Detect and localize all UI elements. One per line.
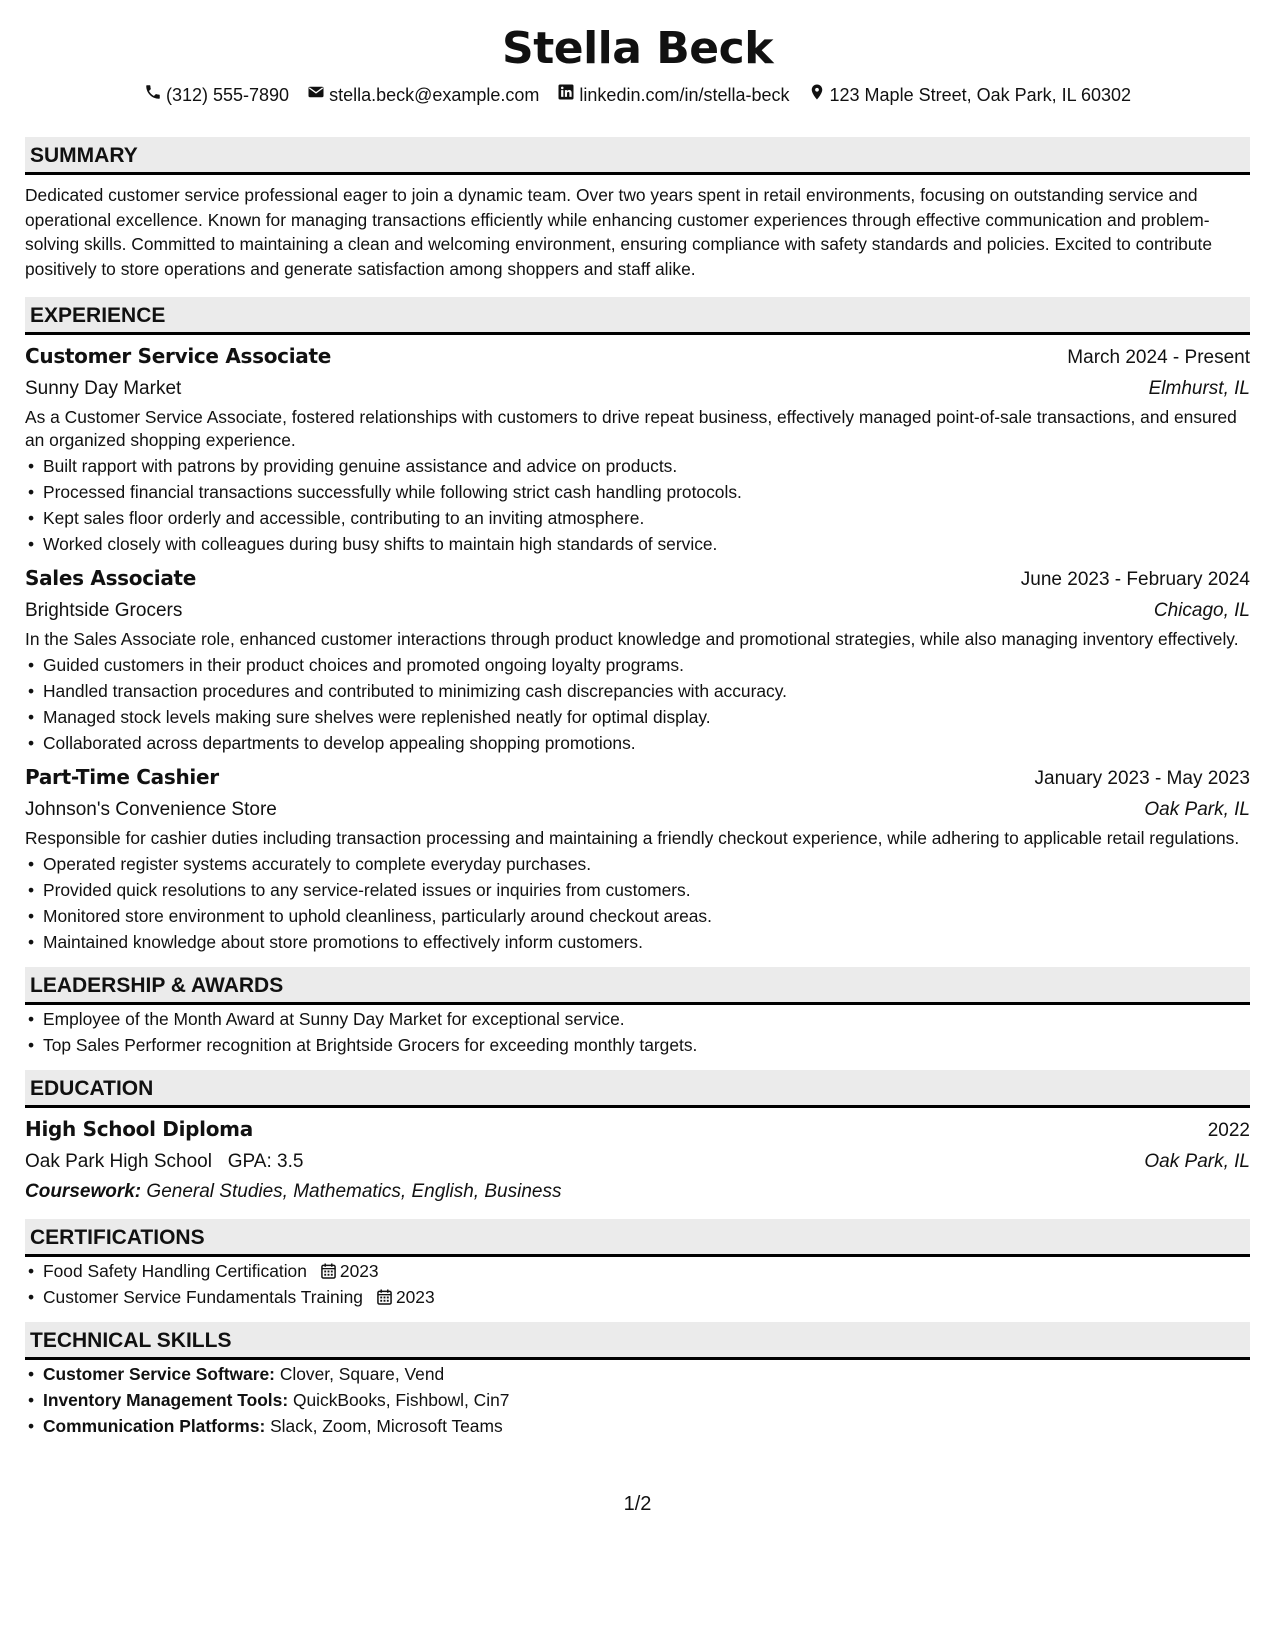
- job-title: Part-Time Cashier: [25, 765, 219, 789]
- contact-bar: [25, 83, 1250, 107]
- summary-text: Dedicated customer service professional eager to join a dynamic team. Over two years spent in retail environments, focusing on outstanding service and operational excellence. Known for managing transactions efficiently while enhancing customer experiences through effective communication and problem-solving skills. Committed to maintaining a clean and welcoming environment, ensuring compliance with safety standards and policies. Excited to contribute positively to store operations and generate satisfaction among shoppers and staff alike.: [25, 185, 1213, 279]
- list-item: • Guided customers in their product choices and promoted ongoing loyalty programs.: [25, 652, 1250, 678]
- job-bullets: [25, 851, 1250, 955]
- phone-text: (312) 555-7890: [165, 85, 290, 105]
- list-item: [25, 1284, 1250, 1310]
- certification-year: 2023: [395, 1287, 435, 1307]
- job-bullets: [25, 453, 1250, 557]
- skill-category: Communication Platforms:: [43, 1416, 266, 1436]
- list-item: • Kept sales floor orderly and accessible, contributing to an inviting atmosphere.: [25, 505, 1250, 531]
- job-title: Customer Service Associate: [25, 344, 332, 368]
- map-pin-icon: [808, 83, 826, 107]
- school-line: [25, 1146, 303, 1177]
- calendar-icon: [321, 1263, 336, 1279]
- list-item: • Provided quick resolutions to any service-related issues or inquiries from customers.: [25, 877, 1250, 903]
- list-item: • Built rapport with patrons by providing genuine assistance and advice on products.: [25, 453, 1250, 479]
- job-company: Johnson's Convenience Store: [25, 799, 277, 820]
- address-text: 123 Maple Street, Oak Park, IL 60302: [829, 85, 1132, 105]
- job-entry: [25, 762, 1250, 955]
- resume-page: [25, 0, 1250, 1439]
- job-location: Elmhurst, IL: [1148, 378, 1250, 399]
- email-text: stella.beck@example.com: [329, 85, 540, 105]
- certifications-list: [25, 1258, 1250, 1310]
- list-item: • Top Sales Performer recognition at Brightside Grocers for exceeding monthly targets.: [25, 1032, 1250, 1058]
- section-heading-skills: TECHNICAL SKILLS: [25, 1322, 1250, 1360]
- coursework: [25, 1177, 1250, 1207]
- contact-address: [808, 83, 1132, 107]
- job-dates: January 2023 - May 2023: [1034, 768, 1250, 789]
- list-item: • Employee of the Month Award at Sunny Day Market for exceptional service.: [25, 1006, 1250, 1032]
- job-description: Responsible for cashier duties including transaction processing and maintaining a friendly checkout experience, while adhering to applicable retail regulations.: [25, 828, 1240, 848]
- list-item: [25, 1413, 1250, 1439]
- job-company: Brightside Grocers: [25, 600, 183, 621]
- degree-title: High School Diploma: [25, 1117, 253, 1141]
- certification-name: Customer Service Fundamentals Training: [43, 1287, 363, 1307]
- contact-phone: [144, 83, 289, 107]
- job-company: Sunny Day Market: [25, 378, 182, 399]
- section-heading-education: EDUCATION: [25, 1070, 1250, 1108]
- section-heading-experience: EXPERIENCE: [25, 297, 1250, 335]
- skill-values: Clover, Square, Vend: [279, 1364, 445, 1384]
- certification-year: 2023: [339, 1261, 379, 1281]
- contact-email[interactable]: [307, 83, 539, 107]
- job-location: Oak Park, IL: [1144, 799, 1250, 820]
- linkedin-text: linkedin.com/in/stella-beck: [579, 85, 790, 105]
- job-title: Sales Associate: [25, 566, 197, 590]
- list-item: • Processed financial transactions successfully while following strict cash handling protocols.: [25, 479, 1250, 505]
- list-item: [25, 1387, 1250, 1413]
- coursework-list: General Studies, Mathematics, English, Business: [146, 1181, 562, 1202]
- job-entry: [25, 341, 1250, 557]
- gpa: GPA: 3.5: [227, 1151, 304, 1172]
- calendar-icon: [377, 1289, 392, 1305]
- list-item: [25, 1258, 1250, 1284]
- job-dates: March 2024 - Present: [1067, 347, 1250, 368]
- list-item: • Worked closely with colleagues during busy shifts to maintain high standards of service.: [25, 531, 1250, 557]
- list-item: [25, 1361, 1250, 1387]
- coursework-label: Coursework:: [25, 1181, 142, 1202]
- list-item: • Operated register systems accurately to complete everyday purchases.: [25, 851, 1250, 877]
- job-bullets: [25, 652, 1250, 756]
- section-heading-summary: SUMMARY: [25, 137, 1250, 175]
- job-description: As a Customer Service Associate, fostered relationships with customers to drive repeat business, effectively managed point-of-sale transactions, and ensured an organized shopping experience.: [25, 407, 1237, 450]
- list-item: • Monitored store environment to uphold cleanliness, particularly around checkout areas.: [25, 903, 1250, 929]
- contact-linkedin[interactable]: [557, 83, 789, 107]
- skill-values: Slack, Zoom, Microsoft Teams: [270, 1416, 503, 1436]
- school-name: Oak Park High School: [25, 1151, 212, 1172]
- education-entry: [25, 1114, 1250, 1207]
- job-dates: June 2023 - February 2024: [1020, 569, 1250, 590]
- linkedin-icon: [557, 83, 575, 107]
- graduation-year: 2022: [1207, 1120, 1250, 1141]
- awards-list: [25, 1006, 1250, 1058]
- list-item: • Collaborated across departments to develop appealing shopping promotions.: [25, 730, 1250, 756]
- skills-list: [25, 1361, 1250, 1439]
- skill-category: Inventory Management Tools:: [43, 1390, 289, 1410]
- school-location: Oak Park, IL: [1144, 1151, 1250, 1172]
- job-entry: [25, 563, 1250, 756]
- list-item: • Handled transaction procedures and contributed to minimizing cash discrepancies with accuracy.: [25, 678, 1250, 704]
- phone-icon: [144, 83, 162, 107]
- page-number: 1/2: [623, 1493, 652, 1515]
- job-description: In the Sales Associate role, enhanced customer interactions through product knowledge and promotional strategies, while also managing inventory effectively.: [25, 629, 1239, 649]
- section-heading-certifications: CERTIFICATIONS: [25, 1219, 1250, 1257]
- list-item: • Managed stock levels making sure shelves were replenished neatly for optimal display.: [25, 704, 1250, 730]
- skill-values: QuickBooks, Fishbowl, Cin7: [292, 1390, 510, 1410]
- section-heading-awards: LEADERSHIP & AWARDS: [25, 967, 1250, 1005]
- candidate-name: Stella Beck: [502, 23, 773, 74]
- envelope-icon: [307, 83, 325, 107]
- skill-category: Customer Service Software:: [43, 1364, 275, 1384]
- list-item: • Maintained knowledge about store promotions to effectively inform customers.: [25, 929, 1250, 955]
- job-location: Chicago, IL: [1153, 600, 1250, 621]
- certification-name: Food Safety Handling Certification: [43, 1261, 307, 1281]
